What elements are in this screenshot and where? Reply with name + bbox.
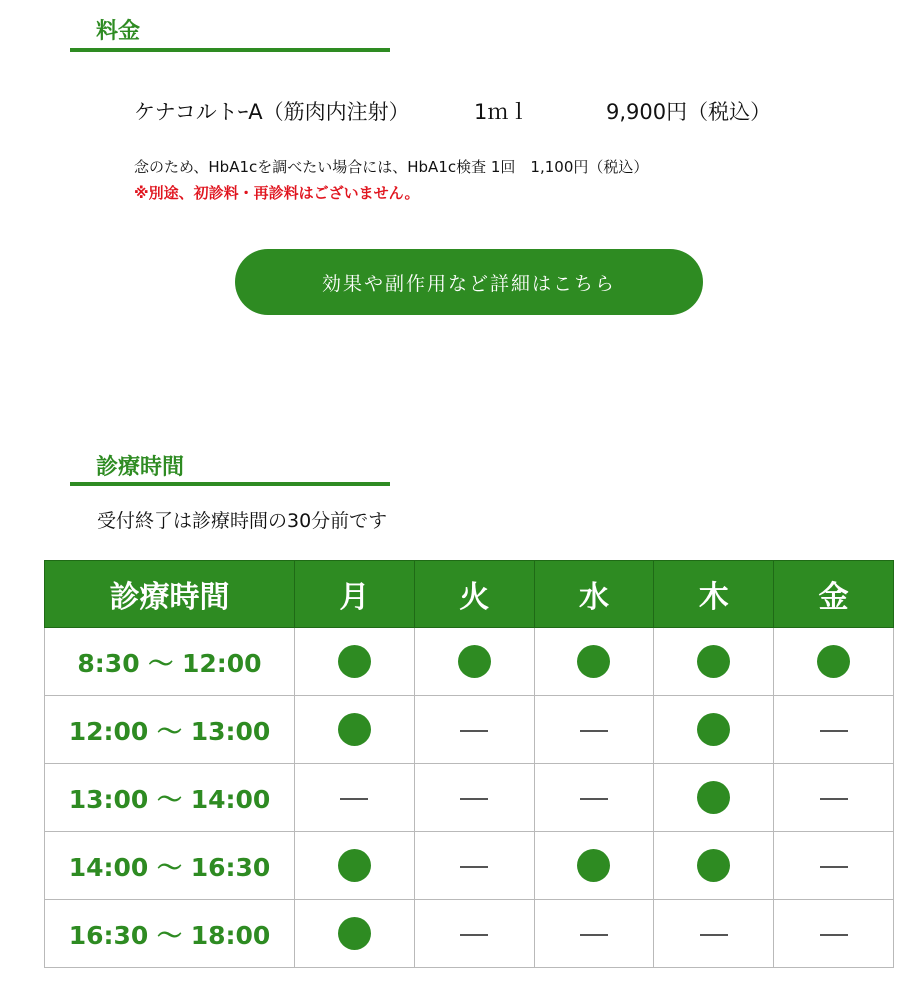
hours-section-title: 診療時間 (96, 455, 185, 480)
status-cell (654, 764, 774, 832)
time-slot: 12:00 〜 13:00 (45, 696, 295, 764)
closed-dash-icon (460, 798, 488, 800)
item-quantity: 1ｍｌ (474, 100, 530, 124)
status-cell (654, 900, 774, 968)
status-cell (774, 764, 894, 832)
status-cell (414, 764, 534, 832)
table-row (45, 832, 894, 900)
closed-dash-icon (580, 798, 608, 800)
price-line (134, 96, 794, 124)
item-price: 9,900円（税込） (606, 100, 772, 124)
status-cell (414, 900, 534, 968)
closed-dash-icon (340, 798, 368, 800)
fee-section-title: 料金 (96, 19, 141, 44)
closed-dash-icon (580, 730, 608, 732)
details-button[interactable]: 効果や副作用など詳細はこちら (235, 249, 703, 315)
table-row (45, 764, 894, 832)
status-cell (654, 832, 774, 900)
header-wed: 水 (534, 561, 654, 628)
status-cell (295, 900, 415, 968)
header-hours: 診療時間 (45, 561, 295, 628)
closed-dash-icon (820, 798, 848, 800)
header-tue: 火 (414, 561, 534, 628)
available-dot-icon (697, 781, 730, 814)
header-thu: 木 (654, 561, 774, 628)
closed-dash-icon (460, 730, 488, 732)
status-cell (534, 628, 654, 696)
status-cell (295, 628, 415, 696)
available-dot-icon (817, 645, 850, 678)
item-name: ケナコルトｰA（筋肉内注射） (134, 100, 410, 124)
hba1c-note: 念のため、HbA1cを調べたい場合には、HbA1c検査 1回 1,100円（税込） (134, 158, 649, 176)
status-cell (295, 764, 415, 832)
status-cell (654, 696, 774, 764)
reception-note: 受付終了は診療時間の30分前です (97, 510, 388, 532)
table-row (45, 900, 894, 968)
hours-header-row (45, 561, 894, 628)
available-dot-icon (338, 645, 371, 678)
available-dot-icon (697, 849, 730, 882)
closed-dash-icon (460, 866, 488, 868)
time-slot: 14:00 〜 16:30 (45, 832, 295, 900)
available-dot-icon (577, 645, 610, 678)
status-cell (774, 628, 894, 696)
available-dot-icon (577, 849, 610, 882)
time-slot: 8:30 〜 12:00 (45, 628, 295, 696)
time-slot: 16:30 〜 18:00 (45, 900, 295, 968)
status-cell (534, 900, 654, 968)
available-dot-icon (458, 645, 491, 678)
status-cell (414, 628, 534, 696)
hours-table (44, 560, 894, 968)
status-cell (534, 832, 654, 900)
closed-dash-icon (580, 934, 608, 936)
closed-dash-icon (820, 934, 848, 936)
status-cell (654, 628, 774, 696)
table-row (45, 628, 894, 696)
status-cell (774, 900, 894, 968)
available-dot-icon (338, 917, 371, 950)
header-mon: 月 (295, 561, 415, 628)
status-cell (774, 696, 894, 764)
status-cell (295, 696, 415, 764)
time-slot: 13:00 〜 14:00 (45, 764, 295, 832)
closed-dash-icon (460, 934, 488, 936)
closed-dash-icon (820, 866, 848, 868)
available-dot-icon (338, 849, 371, 882)
status-cell (414, 832, 534, 900)
hours-title-underline (70, 482, 390, 486)
header-fri: 金 (774, 561, 894, 628)
closed-dash-icon (700, 934, 728, 936)
available-dot-icon (697, 713, 730, 746)
status-cell (534, 764, 654, 832)
status-cell (534, 696, 654, 764)
status-cell (774, 832, 894, 900)
status-cell (295, 832, 415, 900)
fee-title-underline (70, 48, 390, 52)
extra-fee-note: ※別途、初診料・再診料はございません。 (134, 184, 420, 202)
closed-dash-icon (820, 730, 848, 732)
available-dot-icon (338, 713, 371, 746)
status-cell (414, 696, 534, 764)
table-row (45, 696, 894, 764)
available-dot-icon (697, 645, 730, 678)
